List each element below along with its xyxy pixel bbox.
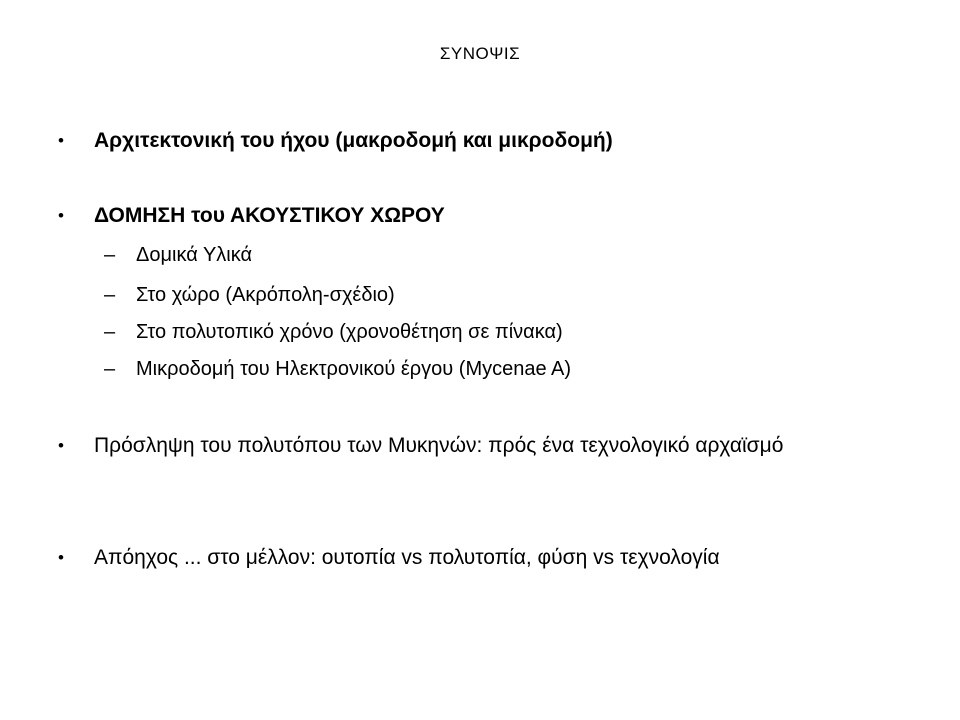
sub-item — [104, 240, 864, 270]
sub-item-text: Στο χώρο (Ακρόπολη-σχέδιο) — [136, 284, 395, 306]
sub-item-text: Μικροδομή του Ηλεκτρονικού έργου (Mycenae A) — [136, 358, 572, 380]
sub-item — [104, 280, 864, 310]
bullet-text: Αρχιτεκτονική του ήχου (μακροδομή και μικροδομή) — [94, 129, 613, 152]
bullet-icon: • — [58, 548, 64, 567]
bullet-text: ΔΟΜΗΣΗ του ΑΚΟΥΣΤΙΚΟΥ ΧΩΡΟΥ — [94, 204, 445, 227]
slide-title: ΣΥΝΟΨΙΣ — [439, 44, 521, 63]
bullet-item — [58, 199, 878, 233]
dash-icon: – — [104, 321, 116, 343]
bullet-item — [58, 124, 878, 158]
dash-icon: – — [104, 244, 116, 266]
sub-item — [104, 354, 864, 384]
bullet-icon: • — [58, 436, 64, 455]
sub-item — [104, 317, 864, 347]
bullet-icon: • — [58, 206, 64, 225]
bullet-item — [58, 429, 818, 463]
dash-icon: – — [104, 284, 116, 306]
bullet-text: Απόηχος ... στο μέλλον: ουτοπία vs πολυτοπία, φύση vs τεχνολογία — [94, 546, 720, 569]
sub-item-text: Στο πολυτοπικό χρόνο (χρονοθέτηση σε πίνακα) — [136, 321, 563, 343]
bullet-text: Πρόσληψη του πολυτόπου των Μυκηνών: πρός ένα τεχνολογικό αρχαϊσμό — [94, 434, 784, 457]
bullet-item — [58, 541, 878, 575]
dash-icon: – — [104, 358, 116, 380]
bullet-icon: • — [58, 131, 64, 150]
sub-item-text: Δομικά Υλικά — [136, 244, 253, 266]
